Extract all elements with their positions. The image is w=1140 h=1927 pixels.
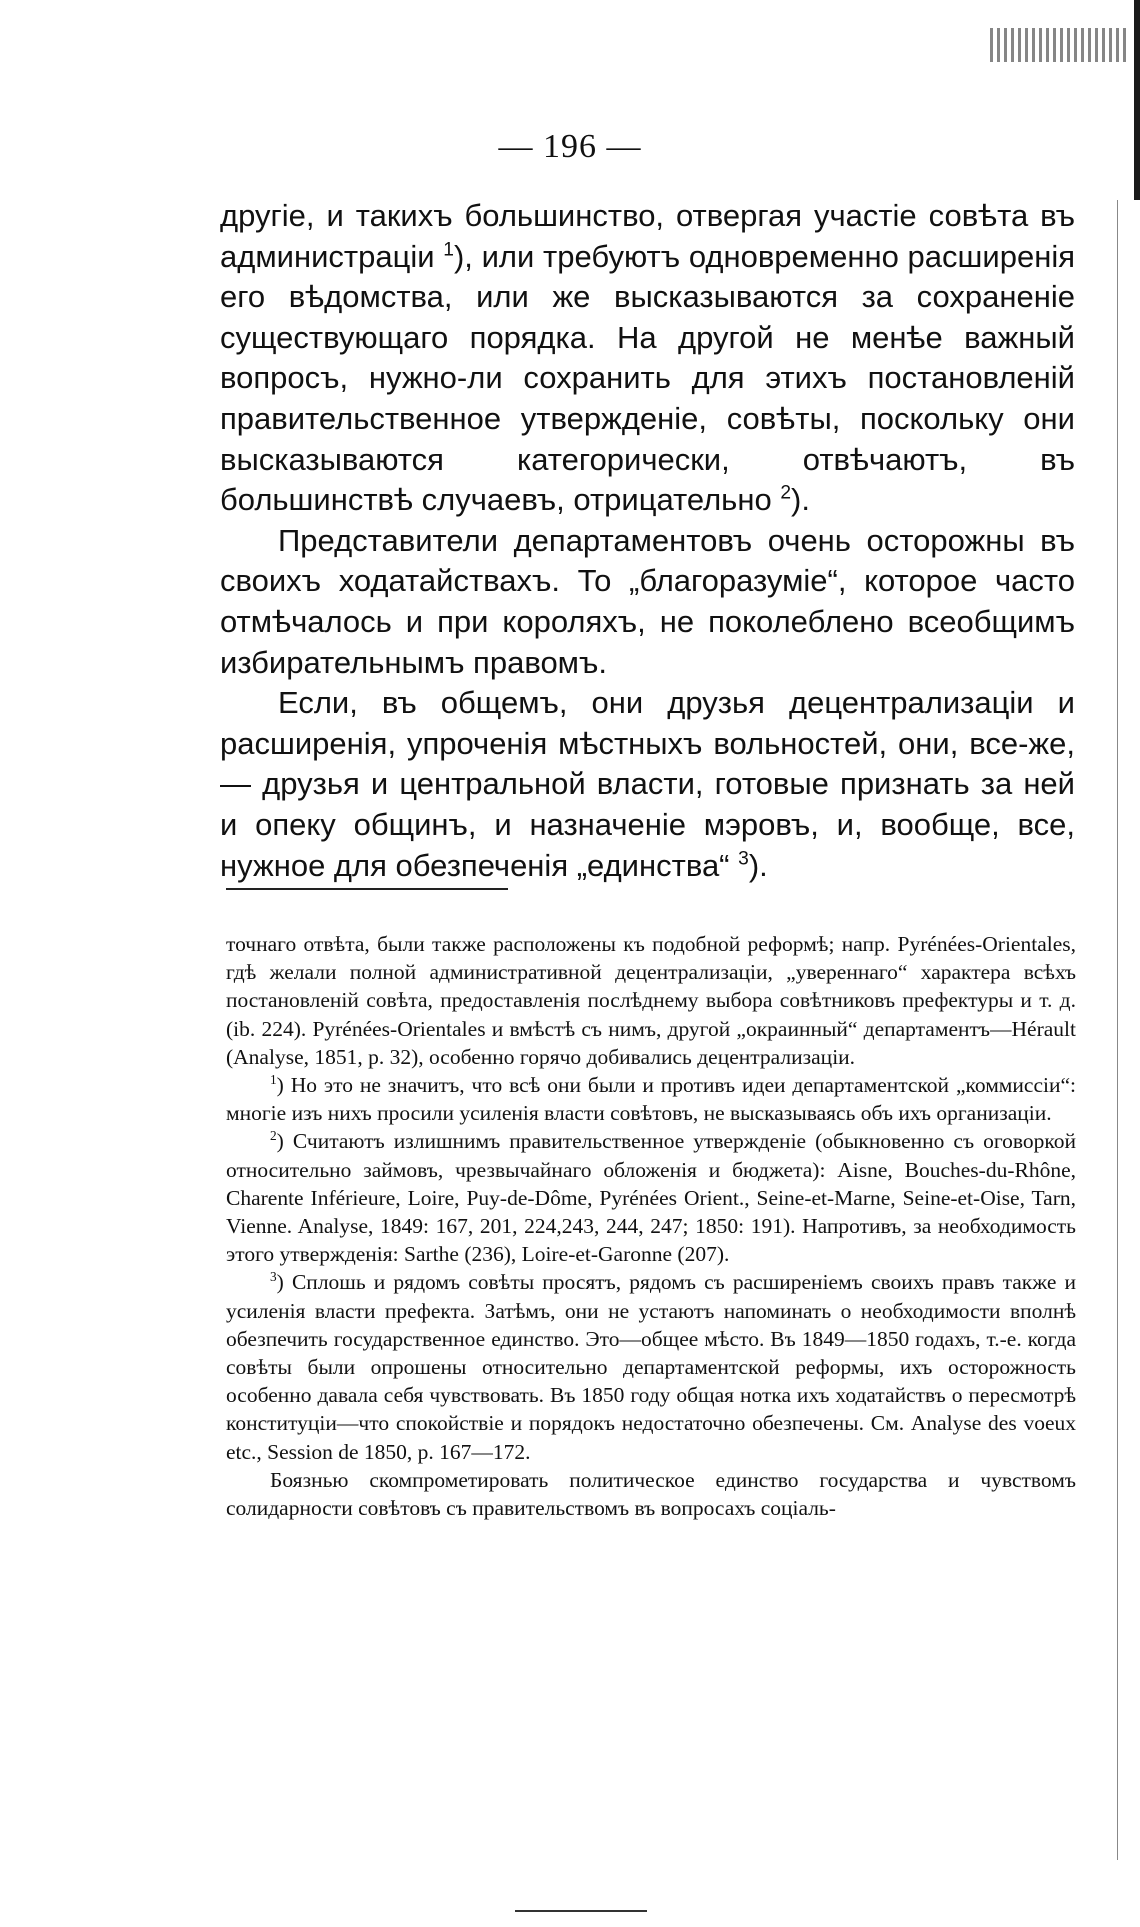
footnote-3-text: ) Сплошь и рядомъ совѣты просятъ, рядомъ съ расширеніемъ своихъ правъ также и усиленія власти префекта. Затѣмъ, они не устаютъ напоминать о необходимости вполнѣ обезпечить государственное единство. Это—общее мѣсто. Въ 1849—1850 годахъ, т.-е. когда совѣты были опрошены относительно департаментской реформы, ихъ осторожность особенно давала себя чувствовать. Въ 1850 году общая нотка ихъ ходатайствъ о пересмотрѣ конституціи—что спокойствіе и порядокъ недостаточно обезпечены. См. Analyse des voeux etc., Session de 1850, p. 167—172.: [226, 1270, 1076, 1464]
scan-edge-line: [1117, 200, 1118, 1860]
footnote-continuation: точнаго отвѣта, были также расположены къ подобной реформѣ; напр. Pyrénées-Orientales, гдѣ желали полной административной децентрализаціи, „увереннаго“ характера всѣхъ постановленій совѣта, предоставленія послѣднему выбора совѣтниковъ префектуры и т. д. (ib. 224). Pyrénées-Orientales и вмѣстѣ съ нимъ, другой „окраинный“ департаментъ—Hérault (Analyse, 1851, p. 32), особенно горячо добивались децентрализаціи.: [226, 932, 1076, 1069]
scan-edge-shadow: [1134, 0, 1140, 200]
footnote-1-mark: 1: [270, 1071, 277, 1087]
paragraph-3-text-b: ).: [748, 847, 768, 883]
footnote-ref-3: 3: [738, 848, 749, 870]
footnotes: [226, 930, 1076, 1522]
footnote-2-text: ) Считаютъ излишнимъ правительственное утвержденіе (обыкновенно съ оговоркой относительно займовъ, чрезвычайнаго обложенія и бюджета): Aisne, Bouches-du-Rhône, Charente Inférieure, Loire, Puy-de-Dôme, Pyrénées Orient., Seine-et-Marne, Seine-et-Oise, Tarn, Vienne. Analyse, 1849: 167, 201, 224,243, 244, 247; 1850: 191). Напротивъ, за необходимость этого утвержденія: Sarthe (236), Loire-et-Garonne (207).: [226, 1129, 1076, 1267]
paragraph-2: Представители департаментовъ очень осторожны въ своихъ ходатайствахъ. То „благоразуміе“, которое часто отмѣчалось и при короляхъ, не поколеблено всеобщимъ избирательнымъ правомъ.: [220, 522, 1075, 680]
page-number: — 196 —: [498, 128, 642, 165]
bottom-rule: [515, 1910, 647, 1912]
footnote-1: [226, 1071, 1076, 1127]
paragraph-1-text-a: другіе, и такихъ большинство, отвергая участіе совѣта въ администраціи: [220, 198, 1075, 274]
scan-corner-noise: [990, 28, 1130, 62]
paragraph-1-text-b: ), или требуютъ одновременно расширенія его вѣдомства, или же высказываются за сохраненіе существующаго порядка. На другой не менѣе важный вопросъ, нужно-ли сохранить для этихъ постановленій правительственное утвержденіе, совѣты, поскольку они высказываются категорически, отвѣчаютъ, въ большинствѣ случаевъ, отрицательно: [220, 238, 1075, 518]
paragraph-3-text-a: Если, въ общемъ, они друзья децентрализаціи и расширенія, упроченія мѣстныхъ вольностей, они, все-же,— друзья и центральной власти, готовые признать за ней и опеку общинъ, и назначеніе мэровъ, и, вообще, все, нужное для обезпеченія „единства“: [220, 685, 1075, 883]
footnote-3-mark: 3: [270, 1269, 277, 1285]
footnote-divider: [226, 888, 508, 890]
footnote-ref-2: 2: [780, 482, 791, 504]
paragraph-1-text-c: ).: [791, 482, 810, 518]
footnote-3-paragraph-2: Боязнью скомпрометировать политическое единство государства и чувствомъ солидарности совѣтовъ съ правительствомъ въ вопросахъ соціаль-: [226, 1467, 1076, 1521]
footnote-2-mark: 2: [270, 1128, 277, 1144]
footnote-1-text: ) Но это не значитъ, что всѣ они были и противъ идеи департаментской „коммиссіи“: многіе изъ нихъ просили усиленія власти совѣтовъ, не высказываясь объ ихъ организаціи.: [226, 1073, 1076, 1126]
footnote-ref-1: 1: [443, 239, 454, 261]
paragraph-1: [220, 196, 1075, 521]
footnote-3: [226, 1268, 1076, 1465]
main-text: [220, 196, 1075, 886]
paragraph-3: [220, 683, 1075, 886]
footnote-2: [226, 1127, 1076, 1268]
